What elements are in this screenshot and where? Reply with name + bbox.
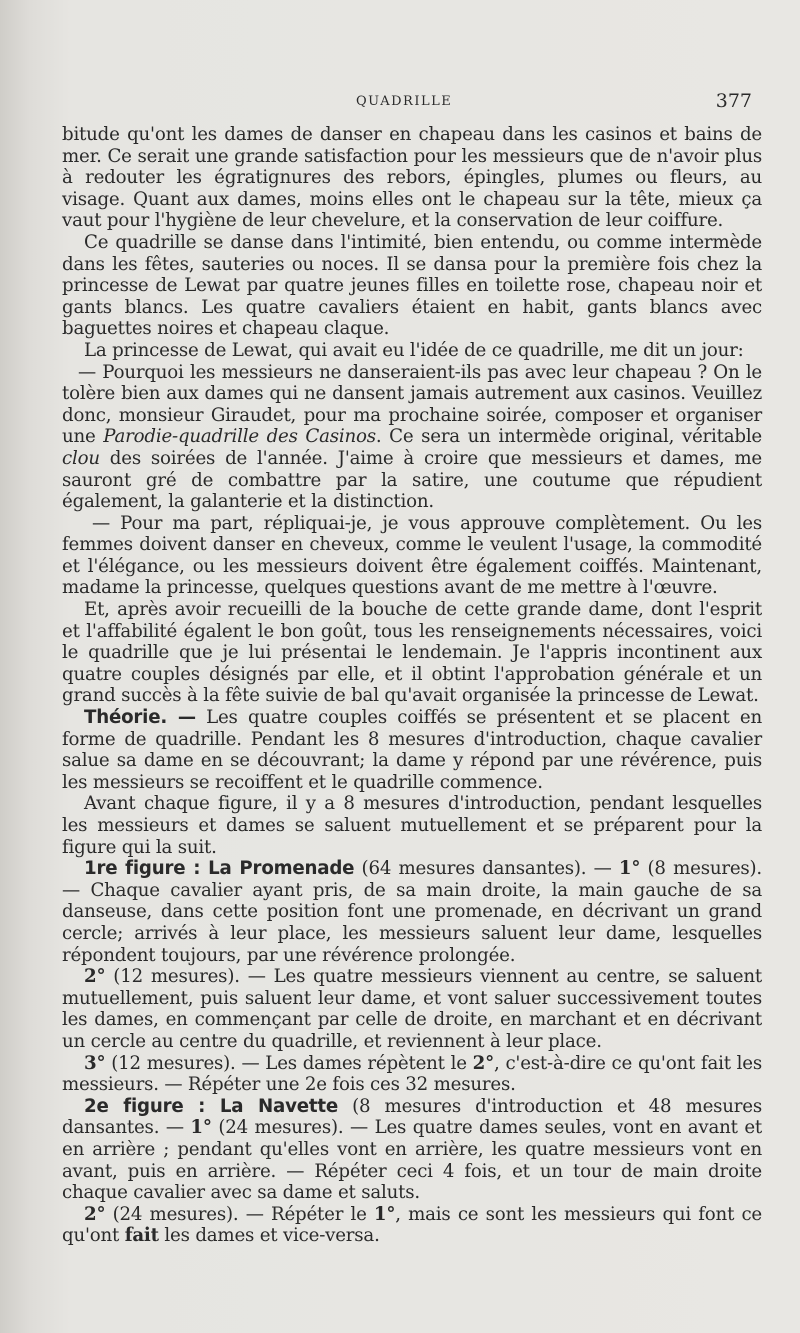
page-number: 377: [715, 90, 752, 112]
paragraph-6: Et, après avoir recueilli de la bouche de cette grande dame, dont l'esprit et l'affabilité égalent le bon goût, tous les renseignements nécessaires, voici le quadrille que je lui présentai le lendemain. Je l'appris incontinent aux quatre couples désignés par elle, et il obtint l'approbation générale et un grand succès à la fête suivie de bal qu'avait organisée la princesse de Lewat.: [62, 599, 762, 707]
paragraph-theorie: Théorie. — Les quatre couples coiffés se présentent et se placent en forme de quadrille. Pendant les 8 mesures d'introduction, chaque cavalier salue sa dame en se découvrant; la dame y répond par une révérence, puis les messieurs se recoiffent et le quadrille commence.: [62, 707, 762, 793]
paragraph-figure-1-part-2: 2° (12 mesures). — Les quatre messieurs viennent au centre, se saluent mutuellement, puis saluent leur dame, et vont saluer successivement toutes les dames, en commençant par celle de droite, en marchant et en décrivant un cercle au centre du quadrille, et reviennent à leur place.: [62, 966, 762, 1052]
paragraph-5: — Pour ma part, répliquai-je, je vous approuve complètement. Ou les femmes doivent danser en cheveux, comme le veulent l'usage, la commodité et l'élégance, ou les messieurs doivent être également coiffés. Maintenant, madame la princesse, quelques questions avant de me mettre à l'œuvre.: [62, 512, 762, 599]
paragraph-figure-2-part-2: 2° (24 mesures). — Répéter le 1°, mais ce sont les messieurs qui font ce qu'ont fait les dames et vice-versa.: [62, 1203, 762, 1247]
paragraph-figure-1: 1re figure : La Promenade (64 mesures dansantes). — 1° (8 mesures). — Chaque cavalier ayant pris, de sa main droite, la main gauche de sa danseuse, dans cette position font une promenade, en décrivant un grand cercle; arrivés à leur place, les messieurs saluent leur dame, lesquelles répondent toujours, par une révérence prolongée.: [62, 858, 763, 966]
paragraph-3: La princesse de Lewat, qui avait eu l'idée de ce quadrille, me dit un jour:: [84, 339, 744, 361]
body-text: [62, 124, 762, 1247]
paragraph-2: Ce quadrille se danse dans l'intimité, bien entendu, ou comme intermède dans les fêtes, sauteries ou noces. Il se dansa pour la première fois chez la princesse de Lewat par quatre jeunes filles en toilette rose, chapeau noir et gants blancs. Les quatre cavaliers étaient en habit, gants blancs avec baguettes noires et chapeau claque.: [62, 231, 762, 340]
paragraph-figure-1-part-3: 3° (12 mesures). — Les dames répètent le 2°, c'est-à-dire ce qu'ont fait les messieurs. — Répéter une 2e fois ces 32 mesures.: [62, 1052, 762, 1096]
figure-1-heading: 1re figure : La Promenade: [84, 858, 355, 880]
italic-word: clou: [62, 447, 100, 469]
paragraph-8: Avant chaque figure, il y a 8 mesures d'introduction, pendant lesquelles les messieurs et dames se saluent mutuellement et se préparent pour la figure qui la suit.: [62, 793, 762, 858]
paragraph-1: bitude qu'ont les dames de danser en chapeau dans les casinos et bains de mer. Ce serait une grande satisfaction pour les messieurs que de n'avoir plus à redouter les égratignures des rebors, épingles, plumes ou fleurs, au visage. Quant aux dames, moins elles ont le chapeau sur la tête, mieux ça vaut pour l'hygiène de leur chevelure, et la conservation de leur coiffure.: [62, 124, 762, 232]
running-title: QUADRILLE: [356, 94, 453, 109]
paragraph-4: — Pourquoi les messieurs ne danseraient-ils pas avec leur chapeau ? On le tolère bien aux dames qui ne dansent jamais autrement aux casinos. Veuillez donc, monsieur Giraudet, pour ma prochaine soirée, composer et organiser une Parodie-quadrille des Casinos. Ce sera un intermède original, véritable clou des soirées de l'année. J'aime à croire que messieurs et dames, me sauront gré de combattre par la satire, une coutume que répudient également, la galanterie et la distinction.: [62, 361, 762, 513]
italic-title: Parodie-quadrille des Casinos: [103, 426, 376, 448]
section-heading-theorie: Théorie. —: [84, 707, 196, 729]
paragraph-figure-2: 2e figure : La Navette (8 mesures d'introduction et 48 mesures dansantes. — 1° (24 mesures). — Les quatre dames seules, vont en avant et en arrière ; pendant qu'elles vont en arrière, les quatre messieurs vont en avant, puis en arrière. — Répéter ceci 4 fois, et un tour de main droite chaque cavalier avec sa dame et saluts.: [62, 1095, 762, 1204]
figure-2-heading: 2e figure : La Navette: [84, 1095, 339, 1117]
page-header: [0, 90, 800, 114]
